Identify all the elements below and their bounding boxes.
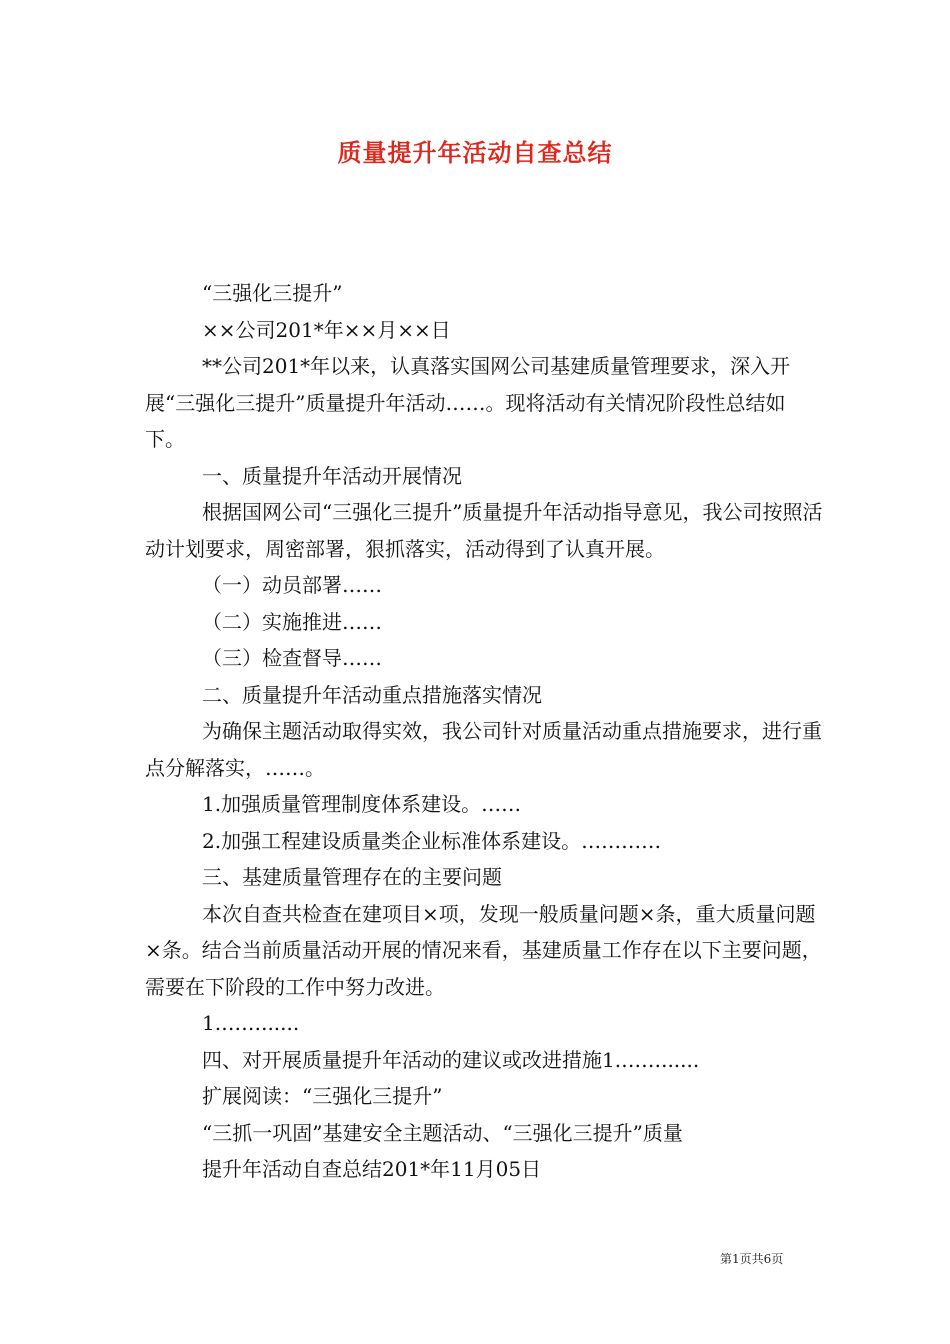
list-item: 1.加强质量管理制度体系建设。…… <box>202 792 522 816</box>
section-heading: 四、对开展质量提升年活动的建议或改进措施1.……...... <box>202 1047 700 1072</box>
list-item: （三）检查督导…… <box>202 646 382 670</box>
paragraph: “三抓一巩固”基建安全主题活动、“三强化三提升”质量 <box>202 1120 683 1145</box>
paragraph: “三强化三提升” <box>202 281 343 305</box>
page-title: 质量提升年活动自查总结 <box>337 138 613 167</box>
paragraph: 扩展阅读：“三强化三提升” <box>202 1084 443 1108</box>
section-heading: 一、质量提升年活动开展情况 <box>202 463 462 488</box>
paragraph: 为确保主题活动取得实效，我公司针对质量活动重点措施要求，进行重点分解落实，……。 <box>145 719 822 780</box>
list-item: 2.加强工程建设质量类企业标准体系建设。………… <box>202 828 662 853</box>
list-item: （二）实施推进…… <box>202 609 382 634</box>
list-item: （一）动员部署…… <box>202 573 382 597</box>
paragraph: 本次自查共检查在建项目×项，发现一般质量问题×条，重大质量问题×条。结合当前质量活动开展的情况来看，基建质量工作存在以下主要问题，需要在下阶段的工作中努力改进。 <box>145 901 822 999</box>
page-number-footer: 第1页共6页 <box>720 1252 784 1266</box>
paragraph: 根据国网公司“三强化三提升”质量提升年活动指导意见，我公司按照活动计划要求，周密部署，狠抓落实，活动得到了认真开展。 <box>145 500 823 561</box>
paragraph: ××公司201*年××月××日 <box>202 317 451 342</box>
document-body <box>145 275 825 1188</box>
paragraph: **公司201*年以来，认真落实国网公司基建质量管理要求，深入开展“三强化三提升”质量提升年活动……。现将活动有关情况阶段性总结如下。 <box>145 354 791 451</box>
list-item: 1.……...... <box>202 1011 300 1035</box>
section-heading: 三、基建质量管理存在的主要问题 <box>202 865 502 889</box>
section-heading: 二、质量提升年活动重点措施落实情况 <box>202 682 542 707</box>
paragraph: 提升年活动自查总结201*年11月05日 <box>202 1157 542 1181</box>
